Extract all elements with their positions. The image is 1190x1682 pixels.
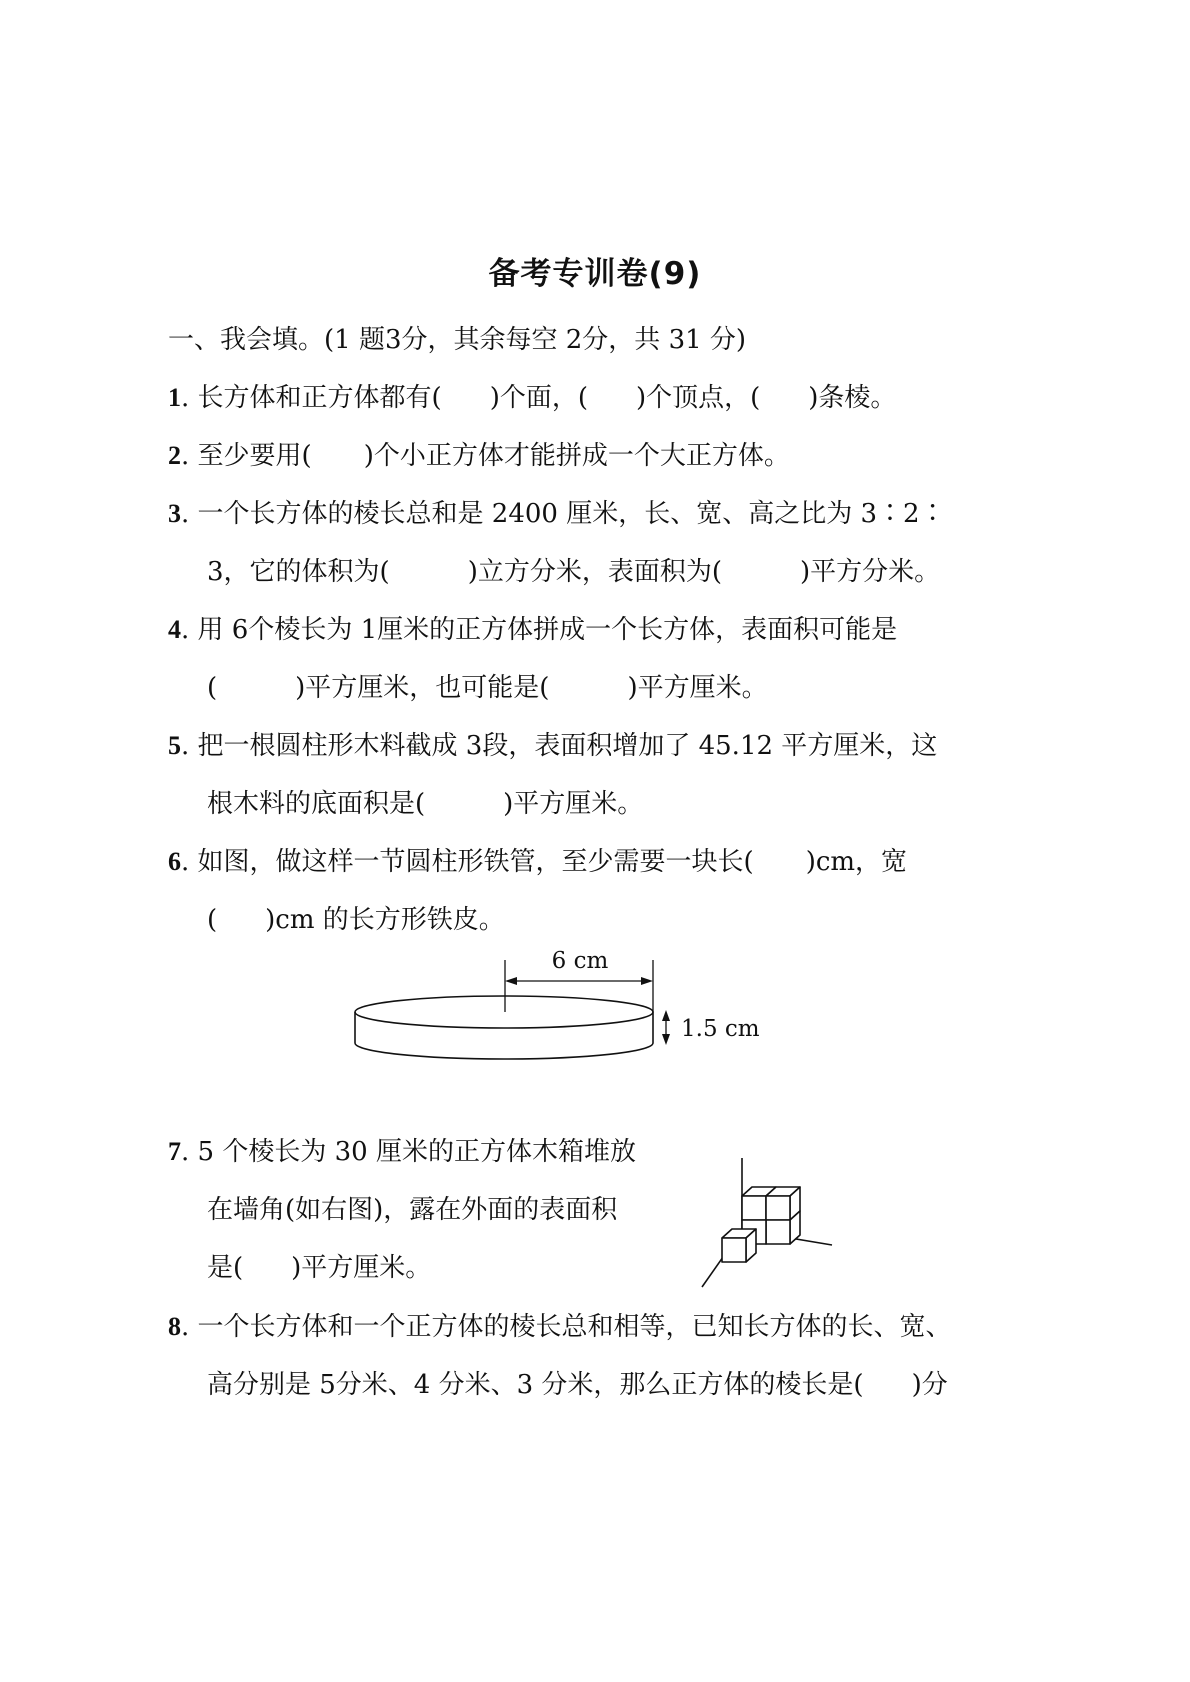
question-7: 7. 5 个棱长为 30 厘米的正方体木箱堆放 xyxy=(168,1137,636,1167)
question-7-cont xyxy=(207,1192,617,1228)
question-text: 根木料的底面积是( xyxy=(207,789,426,819)
question-text: 5 个棱长为 30 厘米的正方体木箱堆放 xyxy=(197,1137,636,1167)
stacked-cubes-figure xyxy=(690,1150,850,1300)
question-text: )条棱。 xyxy=(808,383,897,413)
question-text: )立方分米，表面积为( xyxy=(467,557,722,587)
question-text: 一个长方体和一个正方体的棱长总和相等，已知长方体的长、宽、 xyxy=(197,1312,952,1342)
question-4-cont xyxy=(207,670,768,706)
question-8-cont xyxy=(207,1367,948,1403)
question-number: 1 xyxy=(168,383,181,412)
question-text: 至少要用( xyxy=(197,441,312,471)
cube-front-face xyxy=(766,1196,790,1220)
question-text: )平方厘米。 xyxy=(503,789,644,819)
question-text: 高分别是 5分米、4 分米、3 分米，那么正方体的棱长是( xyxy=(207,1370,864,1400)
cylinder-top-ellipse xyxy=(355,996,653,1028)
question-2: 2. 至少要用( )个小正方体才能拼成一个大正方体。 xyxy=(168,441,790,471)
question-text: )cm 的长方形铁皮。 xyxy=(265,905,505,935)
question-text: 一个长方体的棱长总和是 2400 厘米，长、宽、高之比为 3∶2∶ xyxy=(197,499,946,529)
question-text: )cm，宽 xyxy=(805,847,908,877)
question-text: )平方厘米。 xyxy=(291,1253,432,1283)
question-text: 用 6个棱长为 1厘米的正方体拼成一个长方体，表面积可能是 xyxy=(197,615,898,645)
question-number: 2 xyxy=(168,441,181,470)
question-6: 6. 如图，做这样一节圆柱形铁管，至少需要一块长( )cm，宽 xyxy=(168,847,908,877)
question-7-cont2 xyxy=(207,1250,431,1286)
question-text: 是( xyxy=(207,1253,244,1283)
question-text: )个小正方体才能拼成一个大正方体。 xyxy=(363,441,790,471)
question-number: 5 xyxy=(168,731,181,760)
height-label: 1.5 cm xyxy=(681,1016,760,1042)
question-5: 5. 把一根圆柱形木料截成 3段，表面积增加了 45.12 平方厘米，这 xyxy=(168,731,938,761)
arrow-down-icon xyxy=(662,1034,670,1045)
question-number: 6 xyxy=(168,847,181,876)
question-text: 如图，做这样一节圆柱形铁管，至少需要一块长( xyxy=(197,847,754,877)
cube-front-face xyxy=(722,1238,746,1262)
question-text: )个面，( xyxy=(489,383,588,413)
question-text: ( xyxy=(207,673,218,703)
question-5-cont xyxy=(207,786,643,822)
question-3: 3. 一个长方体的棱长总和是 2400 厘米，长、宽、高之比为 3∶2∶ xyxy=(168,499,946,529)
section-heading: 一、我会填。(1 题3分，其余每空 2分，共 31 分) xyxy=(168,325,747,355)
question-text: ( xyxy=(207,905,218,935)
question-text: 3，它的体积为( xyxy=(207,557,390,587)
question-text: )平方厘米，也可能是( xyxy=(295,673,550,703)
question-3-cont xyxy=(207,554,940,590)
question-8: 8. 一个长方体和一个正方体的棱长总和相等，已知长方体的长、宽、 xyxy=(168,1312,952,1342)
question-4: 4. 用 6个棱长为 1厘米的正方体拼成一个长方体，表面积可能是 xyxy=(168,615,898,645)
cylinder-bottom-arc xyxy=(355,1043,653,1059)
page-title: 备考专训卷(9) xyxy=(488,256,702,292)
question-number: 4 xyxy=(168,615,181,644)
question-number: 8 xyxy=(168,1312,181,1341)
question-number: 3 xyxy=(168,499,181,528)
cube-front-face xyxy=(742,1196,766,1220)
question-6-cont xyxy=(207,902,505,938)
cube-front-face xyxy=(766,1220,790,1244)
question-text: 把一根圆柱形木料截成 3段，表面积增加了 45.12 平方厘米，这 xyxy=(197,731,938,761)
question-text: 长方体和正方体都有( xyxy=(197,383,442,413)
arrow-left-icon xyxy=(505,977,517,985)
question-text: )平方厘米。 xyxy=(627,673,768,703)
arrow-right-icon xyxy=(641,977,653,985)
question-number: 7 xyxy=(168,1137,181,1166)
question-text: 在墙角(如右图)，露在外面的表面积 xyxy=(207,1195,618,1225)
radius-label: 6 cm xyxy=(551,948,609,974)
cylinder-ring-figure xyxy=(340,940,780,1080)
arrow-up-icon xyxy=(662,1010,670,1021)
question-text: )个顶点，( xyxy=(635,383,761,413)
question-text: )分 xyxy=(911,1370,948,1400)
question-text: )平方分米。 xyxy=(799,557,941,587)
question-1: 1. 长方体和正方体都有( )个面，( )个顶点，( )条棱。 xyxy=(168,383,897,413)
